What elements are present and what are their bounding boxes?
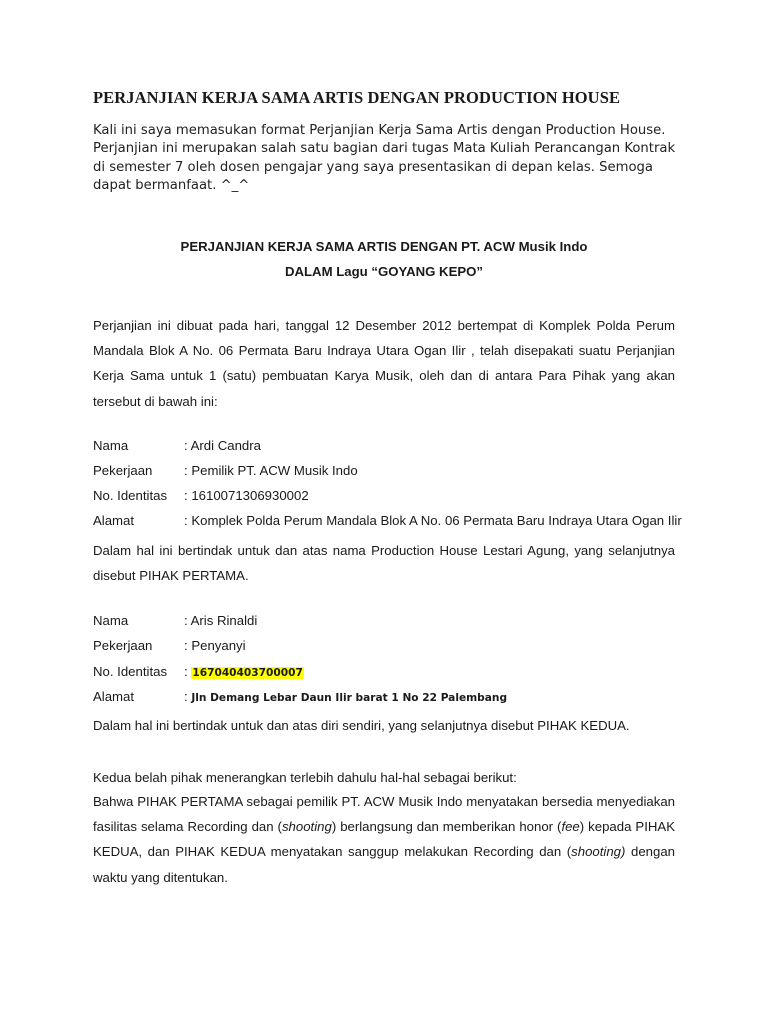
- field-value: : Aris Rinaldi: [184, 613, 258, 628]
- field-value: : Pemilik PT. ACW Musik Indo: [184, 463, 358, 478]
- italic-shooting-2: shooting): [571, 844, 626, 860]
- field-label: No. Identitas: [93, 664, 168, 679]
- field-value-container: [184, 664, 304, 679]
- field-value: : Ardi Candra: [184, 438, 261, 453]
- field-label: Nama: [93, 438, 129, 453]
- field-label: Pekerjaan: [93, 638, 153, 653]
- address-value: Jln Demang Lebar Daun Ilir barat 1 No 22 Palembang: [191, 692, 508, 704]
- contract-title-line-1: PERJANJIAN KERJA SAMA ARTIS DENGAN PT. ACW Musik Indo: [180, 239, 588, 254]
- italic-shooting-1: shooting: [281, 819, 332, 835]
- second-party-role-text: Dalam hal ini bertindak untuk dan atas diri sendiri, yang selanjutnya disebut PIHAK KEDUA.: [93, 718, 630, 733]
- italic-fee: fee: [561, 819, 580, 835]
- terms-text-part-3: ) kepada PIHAK KEDUA, dan PIHAK KEDUA menyatakan sanggup melakukan Recording dan (: [93, 819, 675, 860]
- colon-prefix: :: [184, 689, 192, 704]
- terms-text-part-4: dengan waktu yang ditentukan.: [93, 844, 675, 885]
- contract-title-line-2: DALAM Lagu “GOYANG KEPO”: [284, 264, 484, 279]
- terms-body: [93, 789, 675, 890]
- terms-text-part-2: ) berlangsung dan memberikan honor (: [331, 819, 562, 835]
- terms-text-part-1: Bahwa PIHAK PERTAMA sebagai pemilik PT. ACW Musik Indo menyatakan bersedia menyediakan fasilitas selama Recording dan (: [93, 794, 675, 835]
- terms-lead: Kedua belah pihak menerangkan terlebih dahulu hal-hal sebagai berikut:: [93, 770, 517, 785]
- opening-paragraph: Perjanjian ini dibuat pada hari, tanggal 12 Desember 2012 bertempat di Komplek Polda Perum Mandala Blok A No. 06 Permata Baru Indraya Utara Ogan Ilir , telah disepakati suatu Perjanjian Kerja Sama untuk 1 (satu) pembuatan Karya Musik, oleh dan di antara Para Pihak yang akan tersebut di bawah ini:: [93, 318, 675, 409]
- field-value: : 1610071306930002: [184, 488, 309, 503]
- colon-prefix: :: [184, 664, 192, 679]
- intro-text: [93, 122, 683, 195]
- field-value: : Komplek Polda Perum Mandala Blok A No. 06 Permata Baru Indraya Utara Ogan Ilir: [184, 513, 682, 528]
- field-label: Pekerjaan: [93, 463, 153, 478]
- main-title: PERJANJIAN KERJA SAMA ARTIS DENGAN PRODUCTION HOUSE: [93, 88, 621, 107]
- field-value-container: [184, 689, 507, 704]
- field-label: Alamat: [93, 689, 135, 704]
- highlighted-id-number: 167040403700007: [192, 667, 303, 679]
- field-value: : Penyanyi: [184, 638, 246, 653]
- first-party-role-text: Dalam hal ini bertindak untuk dan atas nama Production House Lestari Agung, yang selanjutnya disebut PIHAK PERTAMA.: [93, 543, 675, 584]
- field-label: Alamat: [93, 513, 135, 528]
- field-label: No. Identitas: [93, 488, 168, 503]
- intro-paragraph: Kali ini saya memasukan format Perjanjian Kerja Sama Artis dengan Production House. Perjanjian ini merupakan salah satu bagian dari tugas Mata Kuliah Perancangan Kontrak di semester 7 oleh dosen pengajar yang saya presentasikan di depan kelas. Semoga dapat bermanfaat. ^_^: [93, 123, 676, 193]
- field-label: Nama: [93, 613, 129, 628]
